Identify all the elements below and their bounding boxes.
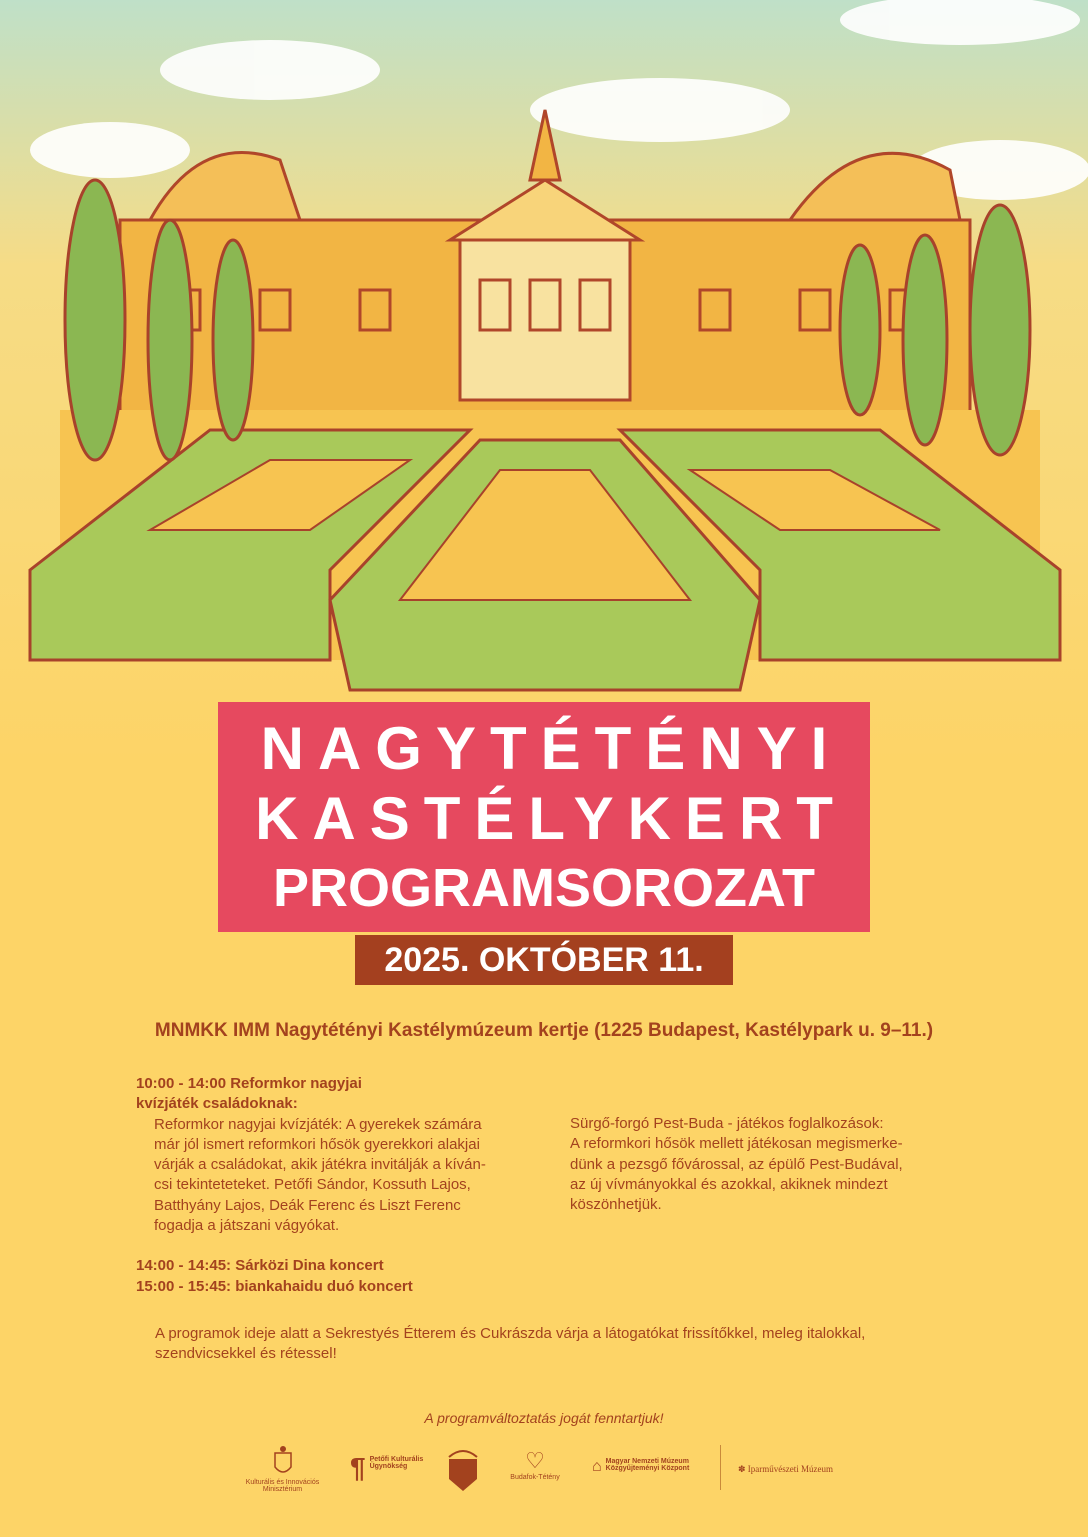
ornament-icon: ✽ <box>738 1464 748 1474</box>
catering-note: A programok ideje alatt a Sekrestyés Étterem és Cukrászda várja a látogatókat frissítőkkel, meleg italokkal, szendvicsekkel és rétessel! <box>155 1325 866 1363</box>
title-line2: KASTÉLYKERT <box>255 785 847 852</box>
desc-line: csi tekinteteteket. Petőfi Sándor, Kossuth Lajos, <box>154 1176 471 1194</box>
desc-line: A reformkori hősök mellett játékosan megismerke- <box>570 1135 903 1153</box>
schedule <box>136 1074 556 1297</box>
item1-description <box>136 1115 556 1237</box>
disclaimer: A programváltoztatás jogát fenntartjuk! <box>424 1410 664 1426</box>
venue-address: MNMKK IMM Nagytétényi Kastélymúzeum kertje (1225 Budapest, Kastélypark u. 9–11.) <box>154 1020 934 1041</box>
desc-line: várják a családokat, akik játékra invitálják a kíván- <box>154 1156 486 1174</box>
logo-pku <box>350 1452 430 1484</box>
logo-budafok <box>500 1448 570 1481</box>
desc-line: Sürgő-forgó Pest-Buda - játékos foglalkozások: <box>570 1115 884 1132</box>
castle-garden-illustration <box>0 0 1088 760</box>
desc-line: már jól ismert reformkori hősök gyerekkori alakjai <box>154 1135 480 1153</box>
logo-text: Budafok-Tétény <box>510 1474 560 1481</box>
logo-text: Kulturális és Innovációs Minisztérium <box>245 1479 320 1493</box>
museum-icon: ⌂ <box>592 1458 602 1475</box>
desc-line: köszönhetjük. <box>570 1196 662 1214</box>
sponsor-logos <box>230 1440 860 1510</box>
desc-line: Reformkor nagyjai kvízjáték: A gyerekek számára <box>154 1115 482 1133</box>
logo-crest <box>445 1445 481 1495</box>
crest-icon <box>445 1445 481 1493</box>
event-date: 2025. OKTÓBER 11. <box>355 935 733 985</box>
logo-ministry <box>230 1445 335 1493</box>
logo-text: Iparművészeti Múzeum <box>747 1464 834 1474</box>
item1-time: 10:00 - 14:00 Reformkor nagyjai <box>136 1075 362 1092</box>
right-description <box>570 1114 950 1215</box>
desc-line: Batthyány Lajos, Deák Ferenc és Liszt Ferenc <box>154 1196 461 1214</box>
heart-icon: ♡ <box>525 1448 545 1473</box>
item3: 15:00 - 15:45: biankahaidu duó koncert <box>136 1277 413 1295</box>
item2: 14:00 - 14:45: Sárközi Dina koncert <box>136 1257 384 1275</box>
logo-text: Magyar Nemzeti Múzeum Közgyűjteményi Központ <box>605 1458 690 1472</box>
title-line3: PROGRAMSOROZAT <box>273 858 815 918</box>
desc-line: az új vívmányokkal és azokkal, akiknek mindezt <box>570 1175 888 1193</box>
divider <box>720 1445 721 1490</box>
title-box <box>218 702 870 932</box>
coat-of-arms-icon <box>273 1445 293 1477</box>
logo-text: Petőfi Kulturális Ügynökség <box>369 1456 424 1470</box>
logo-iparmuveszeti <box>738 1464 858 1475</box>
pilcrow-icon: ¶ <box>350 1452 366 1483</box>
item1-title: kvízjáték családoknak: <box>136 1095 298 1113</box>
desc-line: fogadja a játszani vágyókat. <box>154 1217 340 1235</box>
desc-line: dünk a pezsgő fővárossal, az épülő Pest-Budával, <box>570 1155 903 1173</box>
logo-mnm <box>592 1458 707 1476</box>
title-line1: NAGYTÉTÉNYI <box>260 715 842 782</box>
